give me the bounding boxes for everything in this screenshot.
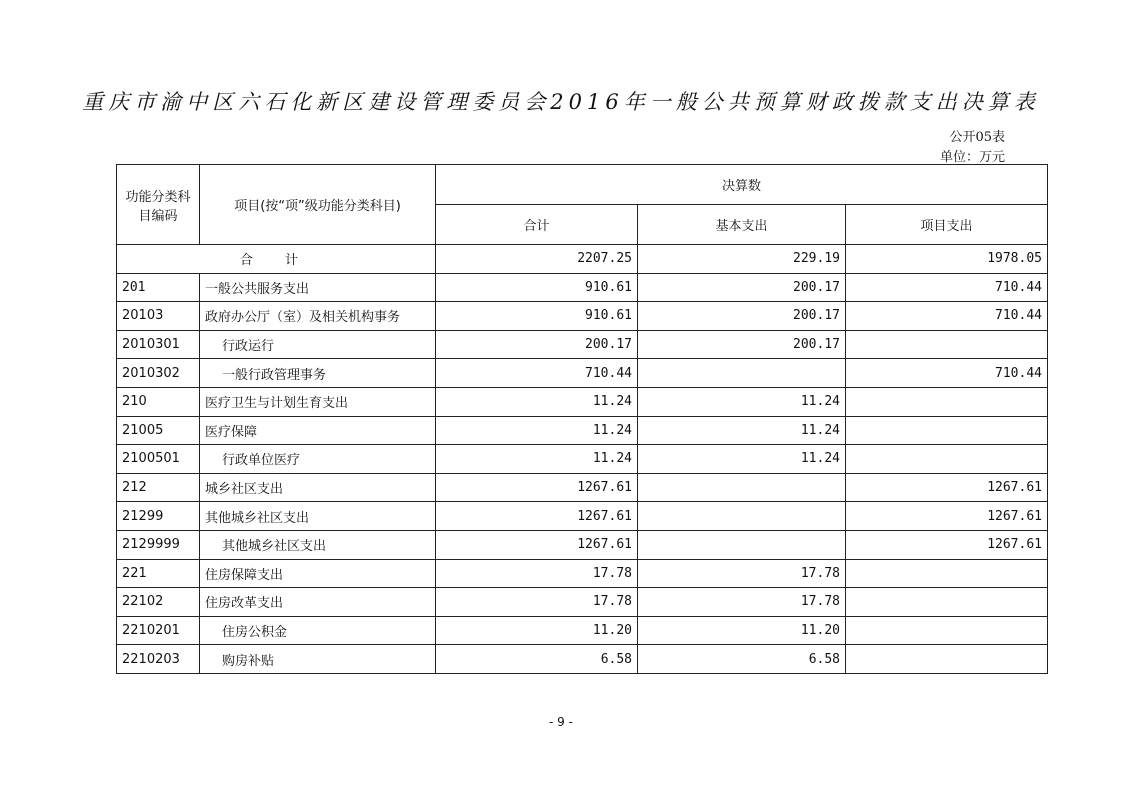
row-name: 行政单位医疗 (200, 445, 436, 474)
total-project: 1978.05 (846, 245, 1048, 274)
row-total: 1267.61 (436, 530, 638, 559)
header-project: 项目支出 (846, 205, 1048, 245)
row-basic (638, 530, 846, 559)
row-name: 住房改革支出 (200, 588, 436, 617)
row-basic: 11.24 (638, 387, 846, 416)
row-name: 医疗保障 (200, 416, 436, 445)
row-total: 710.44 (436, 359, 638, 388)
row-total: 11.24 (436, 416, 638, 445)
total-row (117, 245, 1048, 274)
row-code: 2210201 (117, 616, 200, 645)
header-code: 功能分类科目编码 (117, 165, 200, 245)
row-basic (638, 359, 846, 388)
page-number: - 9 - (549, 715, 573, 729)
row-basic: 11.24 (638, 445, 846, 474)
table-row (117, 359, 1048, 388)
row-project: 1267.61 (846, 502, 1048, 531)
row-code: 2210203 (117, 645, 200, 674)
row-total: 6.58 (436, 645, 638, 674)
row-code: 2010301 (117, 330, 200, 359)
total-basic: 229.19 (638, 245, 846, 274)
row-total: 910.61 (436, 302, 638, 331)
row-project (846, 616, 1048, 645)
row-project (846, 330, 1048, 359)
row-name: 住房保障支出 (200, 559, 436, 588)
table-row (117, 273, 1048, 302)
row-code: 201 (117, 273, 200, 302)
row-name: 政府办公厅（室）及相关机构事务 (200, 302, 436, 331)
table-row (117, 445, 1048, 474)
row-project (846, 387, 1048, 416)
header-item: 项目(按“项”级功能分类科目) (200, 165, 436, 245)
row-project (846, 559, 1048, 588)
row-name: 行政运行 (200, 330, 436, 359)
row-name: 城乡社区支出 (200, 473, 436, 502)
row-total: 11.24 (436, 445, 638, 474)
row-total: 910.61 (436, 273, 638, 302)
row-project (846, 645, 1048, 674)
table-row (117, 387, 1048, 416)
table-row (117, 559, 1048, 588)
row-code: 2010302 (117, 359, 200, 388)
unit-label: 单位：万元 (939, 150, 1005, 165)
row-basic: 200.17 (638, 330, 846, 359)
row-project (846, 445, 1048, 474)
row-total: 17.78 (436, 588, 638, 617)
row-basic: 11.24 (638, 416, 846, 445)
header-basic: 基本支出 (638, 205, 846, 245)
row-code: 210 (117, 387, 200, 416)
row-project: 710.44 (846, 302, 1048, 331)
table-row (117, 588, 1048, 617)
row-basic: 17.78 (638, 559, 846, 588)
row-code: 221 (117, 559, 200, 588)
row-code: 2100501 (117, 445, 200, 474)
row-name: 其他城乡社区支出 (200, 502, 436, 531)
table-code: 公开05表 (949, 130, 1005, 145)
row-total: 11.20 (436, 616, 638, 645)
row-name: 一般行政管理事务 (200, 359, 436, 388)
budget-table (116, 164, 1048, 674)
row-basic (638, 473, 846, 502)
row-basic: 6.58 (638, 645, 846, 674)
row-basic: 17.78 (638, 588, 846, 617)
table-row (117, 473, 1048, 502)
row-code: 22102 (117, 588, 200, 617)
row-basic: 200.17 (638, 302, 846, 331)
row-code: 2129999 (117, 530, 200, 559)
row-basic: 200.17 (638, 273, 846, 302)
row-project: 1267.61 (846, 530, 1048, 559)
row-project (846, 588, 1048, 617)
row-basic: 11.20 (638, 616, 846, 645)
row-total: 200.17 (436, 330, 638, 359)
row-project: 710.44 (846, 273, 1048, 302)
row-total: 11.24 (436, 387, 638, 416)
row-name: 购房补贴 (200, 645, 436, 674)
total-label: 合 计 (117, 245, 436, 274)
table-row (117, 416, 1048, 445)
row-project: 710.44 (846, 359, 1048, 388)
row-total: 1267.61 (436, 473, 638, 502)
row-name: 医疗卫生与计划生育支出 (200, 387, 436, 416)
row-total: 1267.61 (436, 502, 638, 531)
row-code: 21005 (117, 416, 200, 445)
row-project (846, 416, 1048, 445)
row-code: 20103 (117, 302, 200, 331)
table-row (117, 616, 1048, 645)
header-final-amount: 决算数 (436, 165, 1048, 205)
row-name: 其他城乡社区支出 (200, 530, 436, 559)
row-total: 17.78 (436, 559, 638, 588)
row-name: 住房公积金 (200, 616, 436, 645)
table-row (117, 330, 1048, 359)
header-total: 合计 (436, 205, 638, 245)
document-title: 重庆市渝中区六石化新区建设管理委员会2016年一般公共预算财政拨款支出决算表 (82, 90, 1040, 114)
table-row (117, 302, 1048, 331)
table-row (117, 645, 1048, 674)
row-basic (638, 502, 846, 531)
row-code: 212 (117, 473, 200, 502)
row-project: 1267.61 (846, 473, 1048, 502)
row-code: 21299 (117, 502, 200, 531)
table-row (117, 502, 1048, 531)
table-row (117, 530, 1048, 559)
total-sum: 2207.25 (436, 245, 638, 274)
row-name: 一般公共服务支出 (200, 273, 436, 302)
